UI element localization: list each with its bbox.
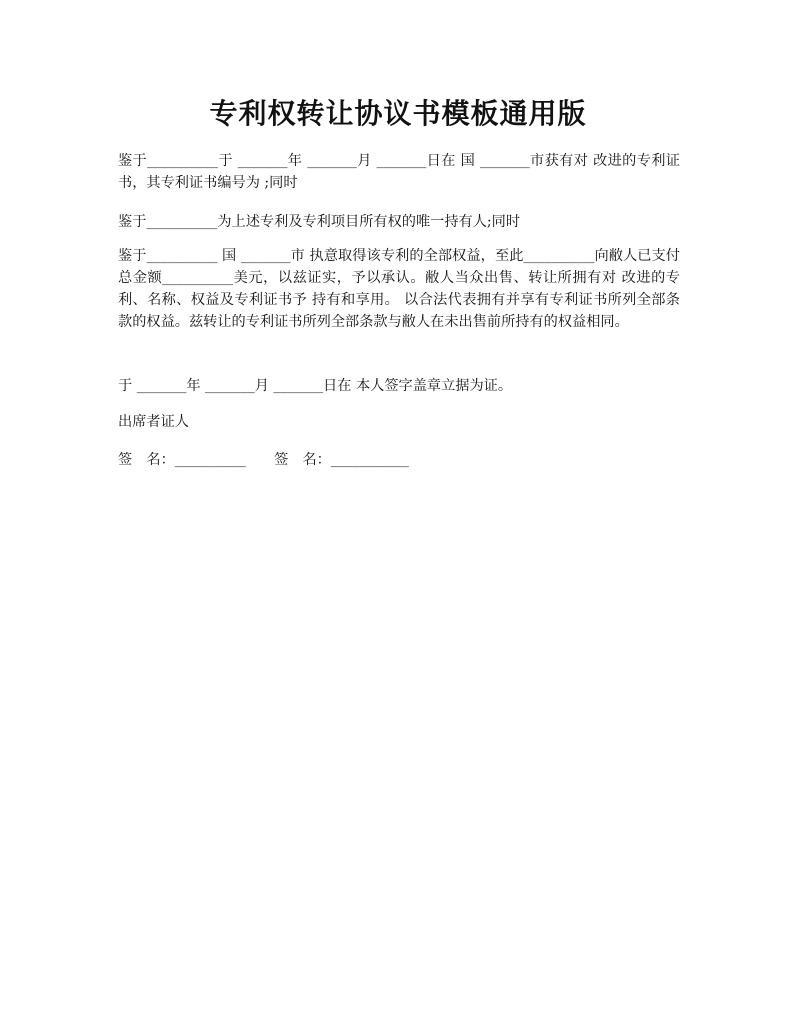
paragraph-signing-date: 于 _______年 _______月 _______日在 本人签字盖章立据为证。 bbox=[118, 378, 513, 394]
paragraph-sole-owner: 鉴于__________为上述专利及专利项目所有权的唯一持有人;同时 bbox=[118, 214, 521, 230]
paragraph-patent-grant: 鉴于__________于 _______年 _______月 _______日在 国 _______市获有对 改进的专利证书，其专利证书编号为 ;同时 bbox=[118, 153, 680, 191]
paragraph-transfer-terms: 鉴于__________ 国 _______市 执意取得该专利的全部权益，至此__________向敝人已支付总金额__________美元，以兹证实，予以承认。敝人当众出售、转让所拥有对 改进的专利、名称、权益及专利证书予 持有和享用。 以合法代表拥有并享有专利证书所列全部条款的权益。兹转让的专利证书所列全部条款与敝人在未出售前所持有的权益相同。 bbox=[118, 248, 680, 330]
document-title: 专利权转让协议书模板通用版 bbox=[209, 97, 587, 130]
signature-lines: 签 名：__________ 签 名：___________ bbox=[118, 452, 409, 468]
paragraph-witness: 出席者证人 bbox=[118, 414, 189, 430]
